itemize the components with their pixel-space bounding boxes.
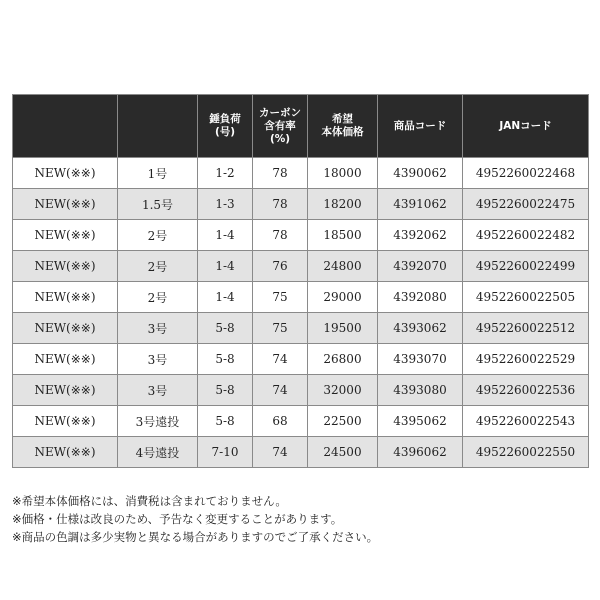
header-sinker-load (198, 95, 253, 158)
header-label-line: 商品コード (393, 119, 447, 132)
header-label-line: (%) (269, 132, 291, 145)
table-row (13, 406, 589, 437)
header-list-price (308, 95, 378, 158)
cell-carbon-content: 74 (253, 344, 308, 375)
cell-sinker-load: 1-4 (198, 220, 253, 251)
footnote: ※商品の色調は多少実物と異なる場合がありますのでご了承ください。 (12, 530, 379, 544)
cell-model: NEW(※※) (13, 406, 118, 437)
header-label-line: 希望 (332, 113, 353, 125)
header-carbon-content (253, 95, 308, 158)
cell-carbon-content: 78 (253, 220, 308, 251)
cell-sinker-load: 5-8 (198, 313, 253, 344)
cell-model: NEW(※※) (13, 251, 118, 282)
cell-size: 3号 (118, 344, 198, 375)
cell-size: 3号 (118, 313, 198, 344)
cell-product-code: 4393080 (378, 375, 463, 406)
cell-product-code: 4396062 (378, 437, 463, 468)
cell-product-code: 4392080 (378, 282, 463, 313)
cell-carbon-content: 68 (253, 406, 308, 437)
header-label-line: JANコード (499, 119, 552, 132)
cell-sinker-load: 1-3 (198, 189, 253, 220)
footnote: ※希望本体価格には、消費税は含まれておりません。 (12, 494, 287, 508)
header-model (13, 95, 118, 158)
cell-product-code: 4393062 (378, 313, 463, 344)
cell-product-code: 4391062 (378, 189, 463, 220)
cell-jan-code: 4952260022475 (463, 189, 589, 220)
cell-jan-code: 4952260022482 (463, 220, 589, 251)
cell-carbon-content: 74 (253, 375, 308, 406)
cell-carbon-content: 78 (253, 189, 308, 220)
cell-jan-code: 4952260022468 (463, 158, 589, 189)
cell-size: 3号 (118, 375, 198, 406)
cell-size: 2号 (118, 282, 198, 313)
table-row (13, 375, 589, 406)
cell-jan-code: 4952260022543 (463, 406, 589, 437)
cell-list-price: 26800 (308, 344, 378, 375)
spec-table-container (12, 94, 588, 468)
cell-carbon-content: 75 (253, 313, 308, 344)
cell-size: 4号遠投 (118, 437, 198, 468)
cell-list-price: 18200 (308, 189, 378, 220)
cell-jan-code: 4952260022550 (463, 437, 589, 468)
cell-carbon-content: 74 (253, 437, 308, 468)
cell-jan-code: 4952260022529 (463, 344, 589, 375)
cell-model: NEW(※※) (13, 282, 118, 313)
cell-model: NEW(※※) (13, 375, 118, 406)
cell-model: NEW(※※) (13, 189, 118, 220)
cell-carbon-content: 75 (253, 282, 308, 313)
cell-sinker-load: 1-4 (198, 251, 253, 282)
cell-list-price: 24500 (308, 437, 378, 468)
table-row (13, 158, 589, 189)
table-row (13, 437, 589, 468)
cell-list-price: 24800 (308, 251, 378, 282)
cell-sinker-load: 5-8 (198, 375, 253, 406)
header-label-line: 本体価格 (321, 126, 364, 138)
cell-jan-code: 4952260022499 (463, 251, 589, 282)
table-row (13, 220, 589, 251)
table-row (13, 251, 589, 282)
cell-size: 2号 (118, 251, 198, 282)
cell-jan-code: 4952260022505 (463, 282, 589, 313)
header-label-line: 含有率 (264, 119, 296, 132)
cell-size: 1号 (118, 158, 198, 189)
header-label-line: カーボン (259, 106, 301, 119)
cell-jan-code: 4952260022536 (463, 375, 589, 406)
cell-model: NEW(※※) (13, 437, 118, 468)
cell-size: 1.5号 (118, 189, 198, 220)
cell-sinker-load: 1-4 (198, 282, 253, 313)
header-jan-code (463, 95, 589, 158)
cell-list-price: 29000 (308, 282, 378, 313)
header-product-code (378, 95, 463, 158)
cell-product-code: 4393070 (378, 344, 463, 375)
header-label-line: (号) (214, 126, 236, 138)
cell-model: NEW(※※) (13, 344, 118, 375)
header-size (118, 95, 198, 158)
cell-list-price: 22500 (308, 406, 378, 437)
table-header-row (13, 95, 589, 158)
cell-model: NEW(※※) (13, 220, 118, 251)
table-body (13, 158, 589, 468)
cell-product-code: 4392070 (378, 251, 463, 282)
cell-sinker-load: 5-8 (198, 344, 253, 375)
table-row (13, 344, 589, 375)
cell-carbon-content: 76 (253, 251, 308, 282)
cell-sinker-load: 5-8 (198, 406, 253, 437)
cell-model: NEW(※※) (13, 158, 118, 189)
cell-sinker-load: 1-2 (198, 158, 253, 189)
cell-size: 2号 (118, 220, 198, 251)
cell-list-price: 32000 (308, 375, 378, 406)
header-label-line: 錘負荷 (209, 113, 241, 125)
cell-list-price: 18500 (308, 220, 378, 251)
table-row (13, 189, 589, 220)
table-row (13, 282, 589, 313)
cell-sinker-load: 7-10 (198, 437, 253, 468)
cell-product-code: 4392062 (378, 220, 463, 251)
footnotes (12, 492, 588, 546)
cell-model: NEW(※※) (13, 313, 118, 344)
spec-table (12, 94, 589, 468)
footnote: ※価格・仕様は改良のため、予告なく変更することがあります。 (12, 512, 343, 526)
cell-jan-code: 4952260022512 (463, 313, 589, 344)
cell-size: 3号遠投 (118, 406, 198, 437)
cell-list-price: 19500 (308, 313, 378, 344)
table-row (13, 313, 589, 344)
cell-product-code: 4395062 (378, 406, 463, 437)
cell-product-code: 4390062 (378, 158, 463, 189)
cell-carbon-content: 78 (253, 158, 308, 189)
cell-list-price: 18000 (308, 158, 378, 189)
